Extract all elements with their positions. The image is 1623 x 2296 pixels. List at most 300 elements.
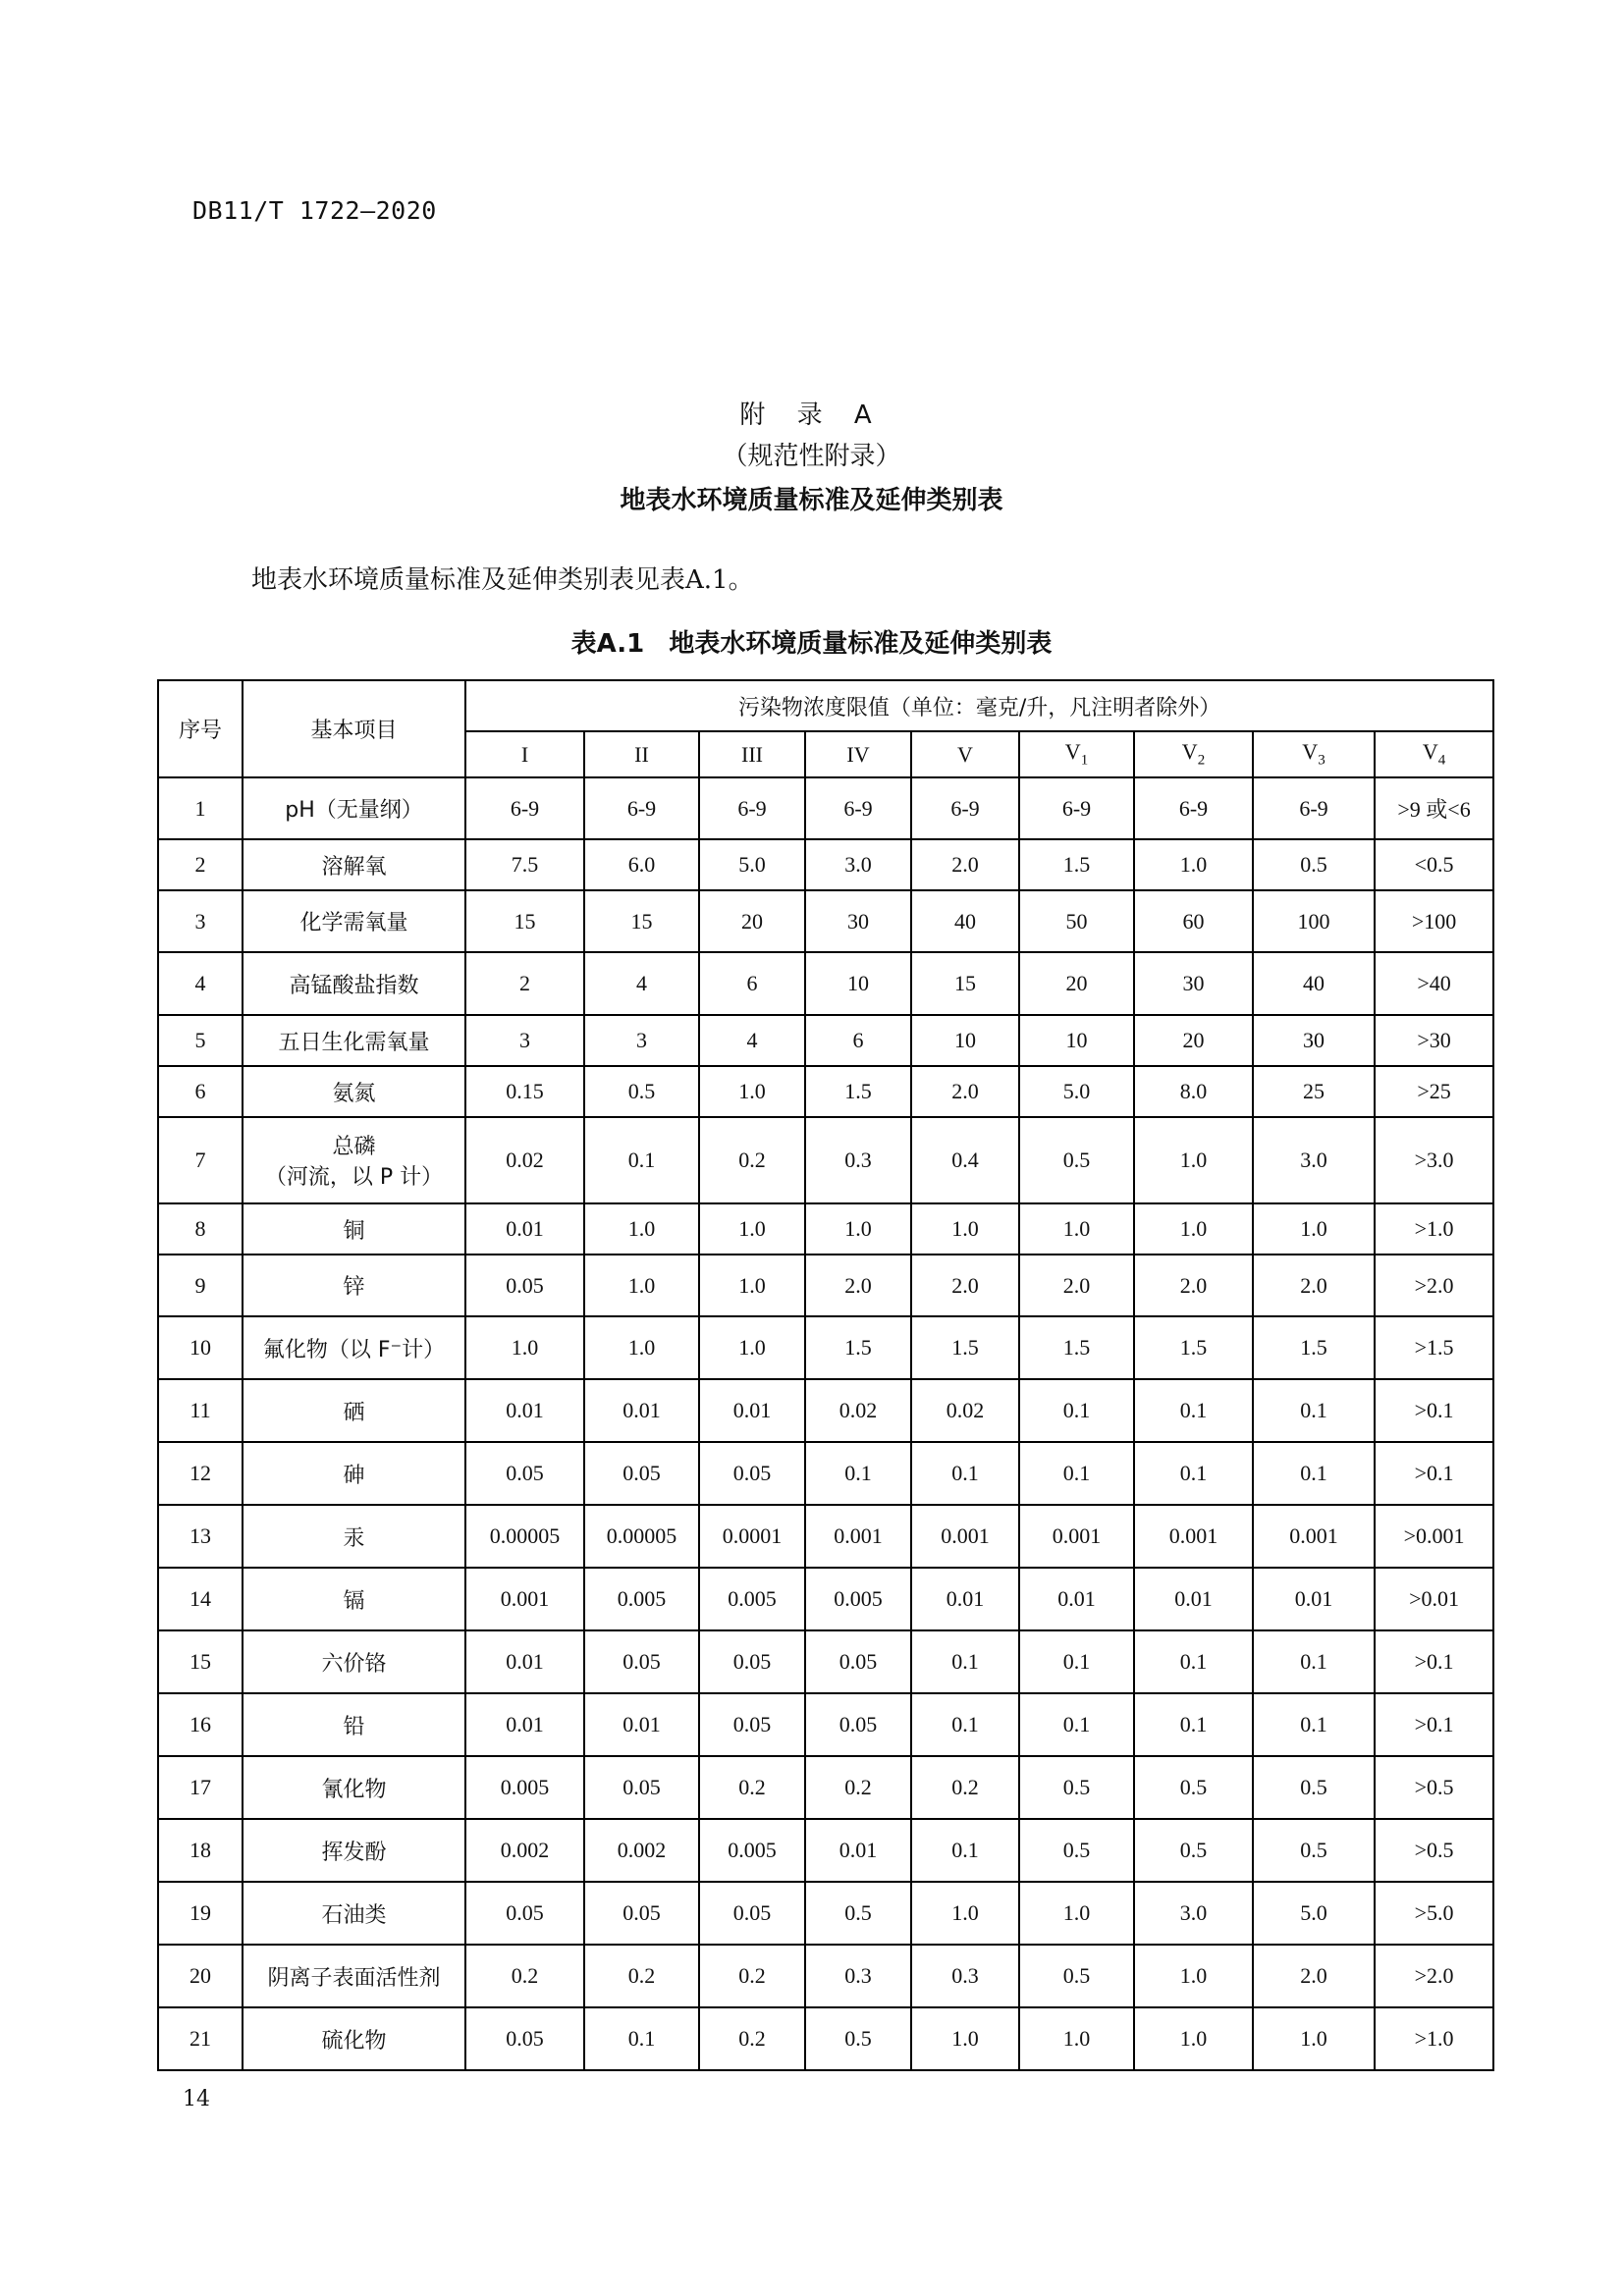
table-row (158, 1379, 1493, 1442)
header-class-7 (1134, 731, 1253, 777)
header-item: 基本项目 (243, 680, 465, 777)
limit-value: 1.0 (1134, 2007, 1253, 2070)
item-name: 高锰酸盐指数 (289, 973, 419, 998)
limit-value: 0.1 (911, 1819, 1019, 1882)
limit-value: 6-9 (699, 777, 805, 839)
table-title: 地表水环境质量标准及延伸类别表 (669, 629, 1053, 659)
row-item (243, 890, 465, 952)
class-label: V (1422, 739, 1438, 765)
row-item (243, 1568, 465, 1630)
row-item (243, 777, 465, 839)
row-number: 11 (158, 1379, 243, 1442)
limit-value: >3.0 (1375, 1117, 1493, 1203)
table-caption (0, 623, 1623, 660)
header-class-8 (1253, 731, 1375, 777)
row-number: 3 (158, 890, 243, 952)
row-number: 10 (158, 1316, 243, 1379)
limit-value: 1.0 (584, 1203, 699, 1255)
limit-value: >0.01 (1375, 1568, 1493, 1630)
limit-value: 0.05 (465, 2007, 584, 2070)
limit-value: 2.0 (1253, 1945, 1375, 2007)
row-number: 7 (158, 1117, 243, 1203)
limit-value: 0.01 (1253, 1568, 1375, 1630)
limit-value: 3 (465, 1015, 584, 1066)
limit-value: 1.0 (699, 1066, 805, 1117)
limit-value: 0.02 (805, 1379, 911, 1442)
row-number: 9 (158, 1255, 243, 1316)
row-number: 17 (158, 1756, 243, 1819)
limit-value: 0.01 (584, 1693, 699, 1756)
limit-value: 0.2 (699, 1117, 805, 1203)
limit-value: 0.05 (584, 1442, 699, 1505)
row-number: 19 (158, 1882, 243, 1945)
limit-value: 1.5 (911, 1316, 1019, 1379)
item-name: 铅 (343, 1714, 365, 1739)
row-item (243, 1117, 465, 1203)
limit-value: 6 (699, 952, 805, 1015)
limit-value: 1.0 (1019, 1203, 1134, 1255)
item-name: 铜 (343, 1218, 365, 1244)
limit-value: 20 (699, 890, 805, 952)
limit-value: 6-9 (1253, 777, 1375, 839)
row-number: 18 (158, 1819, 243, 1882)
row-number: 4 (158, 952, 243, 1015)
limit-value: 20 (1019, 952, 1134, 1015)
limit-value: 0.00005 (465, 1505, 584, 1568)
limit-value: 8.0 (1134, 1066, 1253, 1117)
item-name: pH（无量纲） (285, 798, 423, 823)
row-number: 14 (158, 1568, 243, 1630)
limit-value: >25 (1375, 1066, 1493, 1117)
limit-value: 0.001 (1134, 1505, 1253, 1568)
limit-value: 0.001 (1019, 1505, 1134, 1568)
limit-value: 2.0 (1134, 1255, 1253, 1316)
limit-value: 0.1 (1134, 1379, 1253, 1442)
limit-value: >0.5 (1375, 1819, 1493, 1882)
limit-value: 1.0 (1253, 1203, 1375, 1255)
item-name: 氰化物 (321, 1777, 387, 1802)
limit-value: 0.1 (911, 1630, 1019, 1693)
item-name: 阴离子表面活性剂 (267, 1965, 441, 1991)
table-row (158, 1203, 1493, 1255)
item-name: 石油类 (321, 1902, 387, 1928)
row-number: 16 (158, 1693, 243, 1756)
header-class-1 (465, 731, 584, 777)
item-name: 总磷 (332, 1135, 376, 1159)
limit-value: 0.1 (1253, 1693, 1375, 1756)
row-number: 12 (158, 1442, 243, 1505)
limit-value: >30 (1375, 1015, 1493, 1066)
limit-value: 0.2 (465, 1945, 584, 2007)
row-number: 15 (158, 1630, 243, 1693)
row-item (243, 1693, 465, 1756)
row-item (243, 1819, 465, 1882)
row-number: 1 (158, 777, 243, 839)
limit-value: 25 (1253, 1066, 1375, 1117)
limit-value: 0.5 (1253, 1819, 1375, 1882)
limit-value: 6-9 (584, 777, 699, 839)
limit-value: 0.05 (699, 1442, 805, 1505)
limit-value: 0.01 (805, 1819, 911, 1882)
row-item (243, 839, 465, 890)
header-class-3 (699, 731, 805, 777)
limit-value: 0.5 (1253, 839, 1375, 890)
limit-value: 0.4 (911, 1117, 1019, 1203)
limit-value: 50 (1019, 890, 1134, 952)
limit-value: 0.01 (911, 1568, 1019, 1630)
item-name: 六价铬 (321, 1651, 387, 1677)
limit-value: 0.00005 (584, 1505, 699, 1568)
row-item (243, 1442, 465, 1505)
row-item (243, 1015, 465, 1066)
limit-value: 5.0 (1253, 1882, 1375, 1945)
limit-value: 0.005 (805, 1568, 911, 1630)
limit-value: 1.0 (584, 1255, 699, 1316)
class-subscript: 1 (1080, 752, 1089, 769)
limit-value: 0.002 (465, 1819, 584, 1882)
limit-value: 40 (1253, 952, 1375, 1015)
table-row (158, 1945, 1493, 2007)
limit-value: 15 (465, 890, 584, 952)
appendix-type: （规范性附录） (722, 442, 901, 471)
limit-value: 1.0 (699, 1255, 805, 1316)
appendix-subject: 地表水环境质量标准及延伸类别表 (620, 486, 1003, 515)
limit-value: 0.05 (584, 1756, 699, 1819)
limit-value: 1.0 (1019, 2007, 1134, 2070)
limit-value: 0.01 (699, 1379, 805, 1442)
limit-value: 5.0 (1019, 1066, 1134, 1117)
header-class-5 (911, 731, 1019, 777)
limit-value: 1.0 (911, 1882, 1019, 1945)
limit-value: 4 (699, 1015, 805, 1066)
limit-value: 0.01 (1019, 1568, 1134, 1630)
table-row (158, 1819, 1493, 1882)
limit-value: 0.1 (1019, 1379, 1134, 1442)
row-item (243, 1066, 465, 1117)
limit-value: 0.002 (584, 1819, 699, 1882)
limit-value: 1.0 (584, 1316, 699, 1379)
limit-value: 0.1 (1253, 1630, 1375, 1693)
limit-value: 0.5 (584, 1066, 699, 1117)
item-name: 锌 (343, 1275, 365, 1300)
class-label: IV (846, 741, 870, 767)
item-name: 五日生化需氧量 (278, 1030, 430, 1055)
limit-value: 0.05 (465, 1882, 584, 1945)
limit-value: <0.5 (1375, 839, 1493, 890)
limit-value: 100 (1253, 890, 1375, 952)
header-limit-group: 污染物浓度限值（单位：毫克/升，凡注明者除外） (465, 680, 1493, 731)
limit-value: 0.01 (465, 1379, 584, 1442)
limit-value: 0.2 (911, 1756, 1019, 1819)
limit-value: 2.0 (805, 1255, 911, 1316)
class-label: III (741, 741, 763, 767)
table-row (158, 1015, 1493, 1066)
limit-value: 0.05 (465, 1255, 584, 1316)
class-label: V (1181, 739, 1198, 765)
limit-value: 0.5 (805, 1882, 911, 1945)
row-item (243, 952, 465, 1015)
item-name: 汞 (343, 1525, 365, 1551)
row-number: 2 (158, 839, 243, 890)
limit-value: 0.05 (699, 1882, 805, 1945)
row-number: 13 (158, 1505, 243, 1568)
limit-value: >9 或<6 (1375, 777, 1493, 839)
limit-value: 0.01 (1134, 1568, 1253, 1630)
limit-value: 4 (584, 952, 699, 1015)
limit-value: 0.5 (1019, 1945, 1134, 2007)
table-row (158, 1117, 1493, 1203)
class-subscript: 3 (1318, 752, 1325, 769)
limit-value: >0.5 (1375, 1756, 1493, 1819)
limit-value: 0.2 (699, 1945, 805, 2007)
item-name: 氨氮 (332, 1081, 376, 1106)
row-item (243, 1945, 465, 2007)
limit-value: 0.3 (805, 1117, 911, 1203)
limit-value: 1.0 (699, 1203, 805, 1255)
limit-value: 7.5 (465, 839, 584, 890)
limit-value: 0.1 (1019, 1630, 1134, 1693)
limit-value: 1.0 (699, 1316, 805, 1379)
limit-value: 1.0 (1253, 2007, 1375, 2070)
row-item (243, 1882, 465, 1945)
row-number: 8 (158, 1203, 243, 1255)
limit-value: 0.01 (465, 1693, 584, 1756)
appendix-title: 附 录 A (739, 400, 884, 430)
intro-paragraph: 地表水环境质量标准及延伸类别表见表A.1。 (251, 565, 754, 595)
row-item (243, 1505, 465, 1568)
limit-value: 40 (911, 890, 1019, 952)
limit-value: 0.1 (1253, 1442, 1375, 1505)
limit-value: 6-9 (1134, 777, 1253, 839)
limit-value: 0.1 (1253, 1379, 1375, 1442)
limit-value: 30 (1253, 1015, 1375, 1066)
limit-value: 1.5 (1019, 839, 1134, 890)
limit-value: 0.2 (805, 1756, 911, 1819)
item-name: 溶解氧 (321, 854, 387, 880)
item-name: 挥发酚 (321, 1840, 387, 1865)
row-item (243, 2007, 465, 2070)
table-row (158, 777, 1493, 839)
table-label: 表A.1 (570, 629, 645, 659)
table-row (158, 1316, 1493, 1379)
limit-value: 15 (584, 890, 699, 952)
limit-value: 1.5 (805, 1316, 911, 1379)
table-row (158, 1255, 1493, 1316)
class-label: II (634, 741, 649, 767)
limit-value: 20 (1134, 1015, 1253, 1066)
limit-value: 0.2 (699, 1756, 805, 1819)
limit-value: 0.1 (911, 1442, 1019, 1505)
limit-value: 1.0 (911, 1203, 1019, 1255)
limit-value: 2.0 (1253, 1255, 1375, 1316)
limit-value: >0.1 (1375, 1379, 1493, 1442)
limit-value: 0.001 (1253, 1505, 1375, 1568)
limit-value: 2.0 (911, 1255, 1019, 1316)
limit-value: 3.0 (1134, 1882, 1253, 1945)
limit-value: >40 (1375, 952, 1493, 1015)
limit-value: 6.0 (584, 839, 699, 890)
limit-value: 2 (465, 952, 584, 1015)
limit-value: 6-9 (1019, 777, 1134, 839)
limit-value: 10 (911, 1015, 1019, 1066)
limit-value: 1.5 (1019, 1316, 1134, 1379)
limit-value: 1.5 (1253, 1316, 1375, 1379)
limit-value: 0.005 (584, 1568, 699, 1630)
item-name: 化学需氧量 (299, 911, 408, 935)
limit-value: 1.0 (1134, 1203, 1253, 1255)
header-class-2 (584, 731, 699, 777)
header-class-4 (805, 731, 911, 777)
table-row (158, 2007, 1493, 2070)
limit-value: 0.1 (1019, 1442, 1134, 1505)
class-subscript: 2 (1197, 752, 1206, 769)
limit-value: >0.001 (1375, 1505, 1493, 1568)
limit-value: 0.05 (699, 1693, 805, 1756)
limit-value: 10 (1019, 1015, 1134, 1066)
table-row (158, 1505, 1493, 1568)
limit-value: 0.5 (1019, 1819, 1134, 1882)
limit-value: 0.3 (805, 1945, 911, 2007)
limit-value: 0.1 (805, 1442, 911, 1505)
limit-value: 1.0 (911, 2007, 1019, 2070)
item-name: 硒 (343, 1400, 365, 1425)
limit-value: 0.1 (1134, 1442, 1253, 1505)
item-name: 氟化物（以 F⁻计） (262, 1337, 446, 1362)
table-body (158, 777, 1493, 2070)
limit-value: 2.0 (1019, 1255, 1134, 1316)
limit-value: 0.1 (1134, 1693, 1253, 1756)
limit-value: >2.0 (1375, 1255, 1493, 1316)
limit-value: 0.05 (584, 1630, 699, 1693)
table-row (158, 952, 1493, 1015)
table-row (158, 890, 1493, 952)
water-quality-table (157, 679, 1494, 2071)
limit-value: 1.0 (465, 1316, 584, 1379)
limit-value: 1.5 (1134, 1316, 1253, 1379)
limit-value: 0.1 (911, 1693, 1019, 1756)
limit-value: >0.1 (1375, 1442, 1493, 1505)
row-number: 5 (158, 1015, 243, 1066)
limit-value: 15 (911, 952, 1019, 1015)
row-item (243, 1255, 465, 1316)
limit-value: 0.1 (1134, 1630, 1253, 1693)
limit-value: 0.0001 (699, 1505, 805, 1568)
table-row (158, 839, 1493, 890)
limit-value: 0.01 (465, 1203, 584, 1255)
table-row (158, 1756, 1493, 1819)
item-note: （河流，以 P 计） (264, 1165, 444, 1190)
limit-value: 30 (805, 890, 911, 952)
table-row (158, 1630, 1493, 1693)
limit-value: 0.05 (805, 1630, 911, 1693)
limit-value: 0.02 (911, 1379, 1019, 1442)
limit-value: 0.5 (1253, 1756, 1375, 1819)
limit-value: 0.1 (1019, 1693, 1134, 1756)
limit-value: 1.5 (805, 1066, 911, 1117)
limit-value: >5.0 (1375, 1882, 1493, 1945)
row-item (243, 1630, 465, 1693)
limit-value: 3.0 (1253, 1117, 1375, 1203)
limit-value: 6-9 (465, 777, 584, 839)
limit-value: >1.5 (1375, 1316, 1493, 1379)
limit-value: 0.3 (911, 1945, 1019, 2007)
limit-value: 0.5 (1019, 1756, 1134, 1819)
row-number: 20 (158, 1945, 243, 2007)
limit-value: 0.5 (805, 2007, 911, 2070)
class-subscript: 4 (1437, 752, 1446, 769)
header-seq: 序号 (158, 680, 243, 777)
limit-value: 0.01 (465, 1630, 584, 1693)
limit-value: >0.1 (1375, 1630, 1493, 1693)
class-label: V (957, 741, 973, 767)
class-label: V (1302, 739, 1319, 765)
item-name: 镉 (343, 1588, 365, 1614)
limit-value: 60 (1134, 890, 1253, 952)
limit-value: 3 (584, 1015, 699, 1066)
page-number: 14 (183, 2087, 210, 2111)
limit-value: 0.05 (465, 1442, 584, 1505)
limit-value: 0.2 (699, 2007, 805, 2070)
limit-value: 0.05 (699, 1630, 805, 1693)
limit-value: 1.0 (805, 1203, 911, 1255)
limit-value: 0.02 (465, 1117, 584, 1203)
limit-value: 1.0 (1134, 1117, 1253, 1203)
limit-value: 0.005 (699, 1568, 805, 1630)
limit-value: 0.2 (584, 1945, 699, 2007)
limit-value: 0.5 (1134, 1756, 1253, 1819)
limit-value: 3.0 (805, 839, 911, 890)
header-class-6 (1019, 731, 1134, 777)
row-item (243, 1756, 465, 1819)
header-class-9 (1375, 731, 1493, 777)
limit-value: >2.0 (1375, 1945, 1493, 2007)
limit-value: 0.005 (465, 1756, 584, 1819)
row-number: 6 (158, 1066, 243, 1117)
limit-value: 6-9 (911, 777, 1019, 839)
limit-value: 0.001 (911, 1505, 1019, 1568)
limit-value: 0.005 (699, 1819, 805, 1882)
limit-value: >100 (1375, 890, 1493, 952)
limit-value: 10 (805, 952, 911, 1015)
document-code: DB11/T 1722—2020 (192, 196, 437, 225)
limit-value: >1.0 (1375, 1203, 1493, 1255)
limit-value: 30 (1134, 952, 1253, 1015)
table-row (158, 1442, 1493, 1505)
limit-value: 0.5 (1134, 1819, 1253, 1882)
limit-value: 0.15 (465, 1066, 584, 1117)
row-item (243, 1316, 465, 1379)
limit-value: 1.0 (1019, 1882, 1134, 1945)
item-name: 砷 (343, 1463, 365, 1488)
table-row (158, 1693, 1493, 1756)
limit-value: 6-9 (805, 777, 911, 839)
limit-value: 2.0 (911, 839, 1019, 890)
limit-value: 0.01 (584, 1379, 699, 1442)
row-item (243, 1379, 465, 1442)
table-row (158, 1568, 1493, 1630)
limit-value: 5.0 (699, 839, 805, 890)
limit-value: 0.5 (1019, 1117, 1134, 1203)
row-item (243, 1203, 465, 1255)
limit-value: >1.0 (1375, 2007, 1493, 2070)
limit-value: 0.05 (584, 1882, 699, 1945)
table-row (158, 1882, 1493, 1945)
limit-value: 1.0 (1134, 839, 1253, 890)
class-label: I (520, 741, 529, 767)
item-name: 硫化物 (321, 2028, 387, 2054)
limit-value: 0.001 (805, 1505, 911, 1568)
limit-value: 0.001 (465, 1568, 584, 1630)
